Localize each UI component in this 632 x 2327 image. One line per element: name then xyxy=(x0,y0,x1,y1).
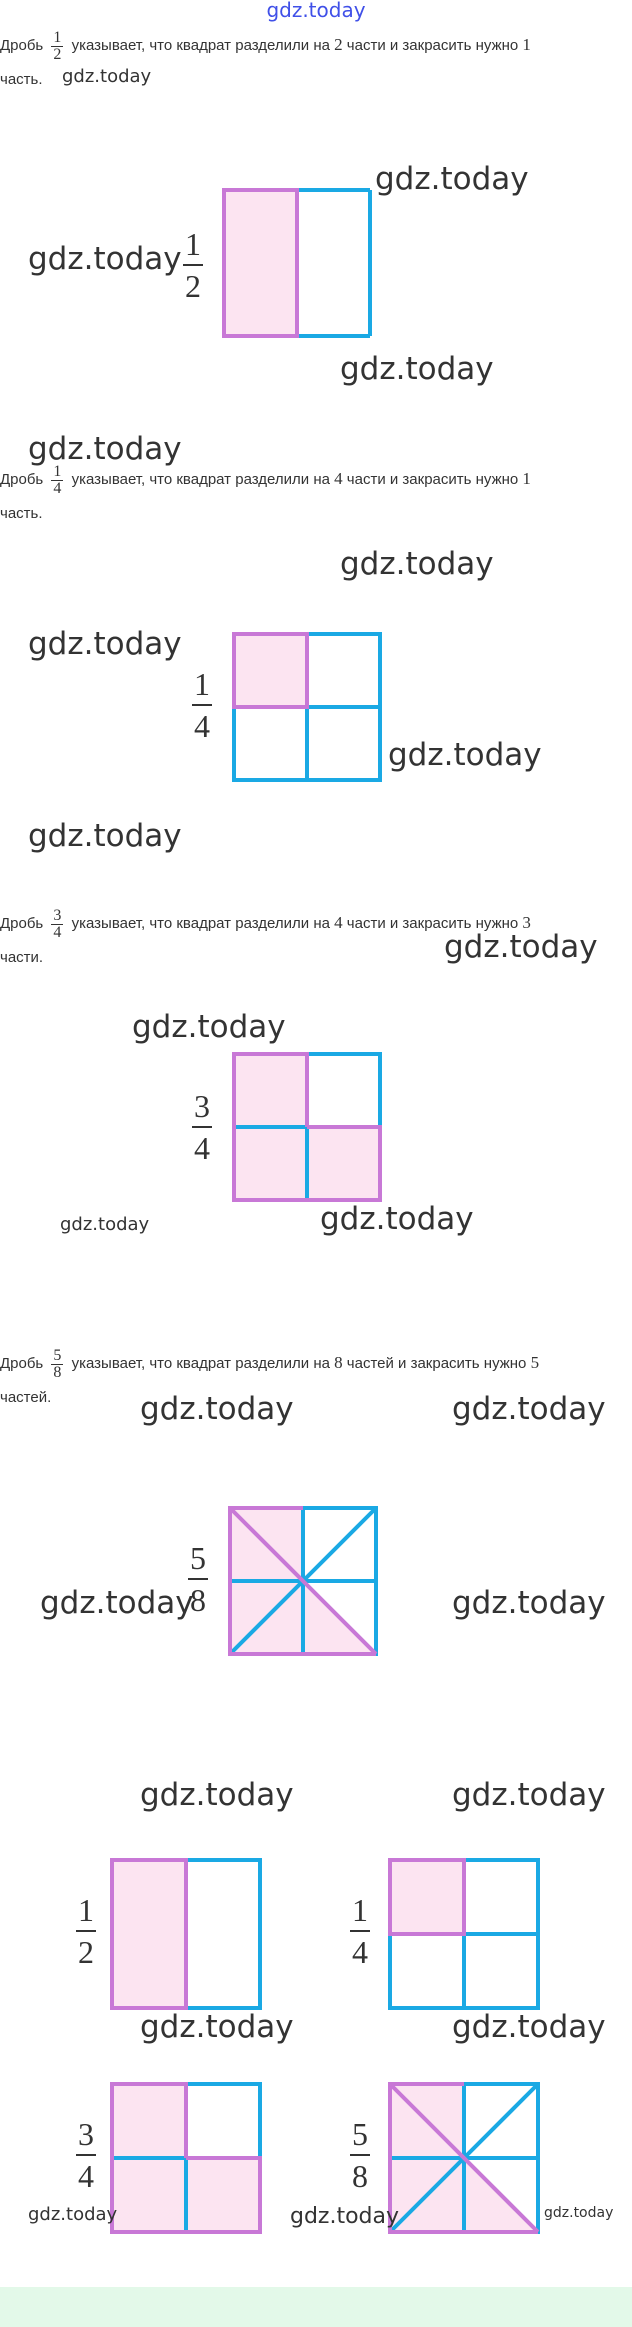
denominator: 4 xyxy=(78,2158,94,2194)
parts-count: 4 xyxy=(334,469,343,488)
denominator: 2 xyxy=(185,268,201,304)
watermark: gdz.today xyxy=(340,546,494,582)
text: часть. xyxy=(0,71,43,88)
watermark: gdz.today xyxy=(544,2205,614,2221)
figure-fraction-1-2 xyxy=(183,228,203,302)
watermark: gdz.today xyxy=(444,929,598,965)
summary-square-eighths xyxy=(388,2082,540,2234)
text: Дробь xyxy=(0,1355,44,1372)
denominator: 4 xyxy=(352,1934,368,1970)
text: Дробь xyxy=(0,37,44,54)
numerator: 1 xyxy=(194,666,210,702)
watermark: gdz.today xyxy=(388,737,542,773)
numerator: 3 xyxy=(194,1088,210,1124)
shaded-quarter xyxy=(234,634,307,707)
denominator: 8 xyxy=(190,1582,206,1618)
text: указывает, что квадрат разделили на xyxy=(71,37,330,54)
watermark: gdz.today xyxy=(452,1391,606,1427)
watermark: gdz.today xyxy=(60,1214,150,1235)
denominator: 4 xyxy=(194,708,210,744)
watermark: gdz.today xyxy=(452,1585,606,1621)
watermark: gdz.today xyxy=(28,2204,118,2225)
watermark: gdz.today xyxy=(28,431,182,467)
numerator: 1 xyxy=(53,28,62,46)
text: части и закрасить нужно xyxy=(346,37,519,54)
text: частей и закрасить нужно xyxy=(346,1355,527,1372)
text: Дробь xyxy=(0,471,44,488)
text: части и закрасить нужно xyxy=(346,471,519,488)
numerator: 1 xyxy=(185,226,201,262)
watermark: gdz.today xyxy=(28,241,182,277)
watermark: gdz.today xyxy=(340,351,494,387)
watermark: gdz.today xyxy=(40,1585,194,1621)
watermark: gdz.today xyxy=(28,626,182,662)
square-three-quarters-figure xyxy=(232,1052,382,1202)
summary-fraction-5-8 xyxy=(350,2118,370,2192)
summary-fraction-3-4 xyxy=(76,2118,96,2192)
text: указывает, что квадрат разделили на xyxy=(71,1355,330,1372)
watermark: gdz.today xyxy=(132,1009,286,1045)
denominator: 4 xyxy=(53,479,62,497)
watermark: gdz.today xyxy=(62,66,152,87)
shade-count: 5 xyxy=(530,1353,540,1372)
text: частей. xyxy=(0,1389,52,1406)
watermark: gdz.today xyxy=(320,1201,474,1237)
watermark: gdz.today xyxy=(452,2009,606,2045)
denominator: 4 xyxy=(194,1130,210,1166)
shaded-half xyxy=(224,190,297,336)
inline-fraction xyxy=(51,908,63,941)
numerator: 5 xyxy=(53,1346,62,1364)
square-halves-figure xyxy=(222,188,372,338)
inline-fraction xyxy=(51,30,63,63)
watermark: gdz.today xyxy=(140,1391,294,1427)
denominator: 8 xyxy=(352,2158,368,2194)
watermark: gdz.today xyxy=(140,2009,294,2045)
watermark: gdz.today xyxy=(28,818,182,854)
denominator: 8 xyxy=(53,1363,62,1381)
numerator: 5 xyxy=(352,2116,368,2152)
text: части и закрасить нужно xyxy=(346,915,519,932)
shade-count: 1 xyxy=(522,469,531,488)
summary-fraction-1-4 xyxy=(350,1894,370,1968)
denominator: 2 xyxy=(78,1934,94,1970)
parts-count: 2 xyxy=(334,35,343,54)
square-quarters-figure xyxy=(232,632,382,782)
denominator: 2 xyxy=(53,45,62,63)
text: Дробь xyxy=(0,915,44,932)
footer-bar xyxy=(0,2287,632,2327)
site-header-logo[interactable]: gdz.today xyxy=(266,0,366,22)
numerator: 5 xyxy=(190,1540,206,1576)
text: части. xyxy=(0,949,44,966)
paragraph-2 xyxy=(0,462,632,531)
figure-fraction-3-4 xyxy=(192,1090,212,1164)
figure-fraction-1-4 xyxy=(192,668,212,742)
numerator: 3 xyxy=(78,2116,94,2152)
summary-square-halves xyxy=(110,1858,262,2010)
numerator: 3 xyxy=(53,906,62,924)
summary-square-quarters xyxy=(388,1858,540,2010)
inline-fraction xyxy=(51,1348,63,1381)
shade-count: 3 xyxy=(522,913,531,932)
numerator: 1 xyxy=(53,462,62,480)
summary-square-three-quarters xyxy=(110,2082,262,2234)
parts-count: 4 xyxy=(334,913,343,932)
summary-fraction-1-2 xyxy=(76,1894,96,1968)
parts-count: 8 xyxy=(334,1353,343,1372)
numerator: 1 xyxy=(78,1892,94,1928)
watermark: gdz.today xyxy=(375,161,529,197)
watermark: gdz.today xyxy=(452,1777,606,1813)
numerator: 1 xyxy=(352,1892,368,1928)
inline-fraction xyxy=(51,464,63,497)
square-eighths-figure xyxy=(228,1506,378,1656)
shade-count: 1 xyxy=(522,35,531,54)
watermark: gdz.today xyxy=(140,1777,294,1813)
denominator: 4 xyxy=(53,923,62,941)
text: часть. xyxy=(0,505,43,522)
text: указывает, что квадрат разделили на xyxy=(71,471,330,488)
text: указывает, что квадрат разделили на xyxy=(71,915,330,932)
watermark: gdz.today xyxy=(290,2204,400,2229)
